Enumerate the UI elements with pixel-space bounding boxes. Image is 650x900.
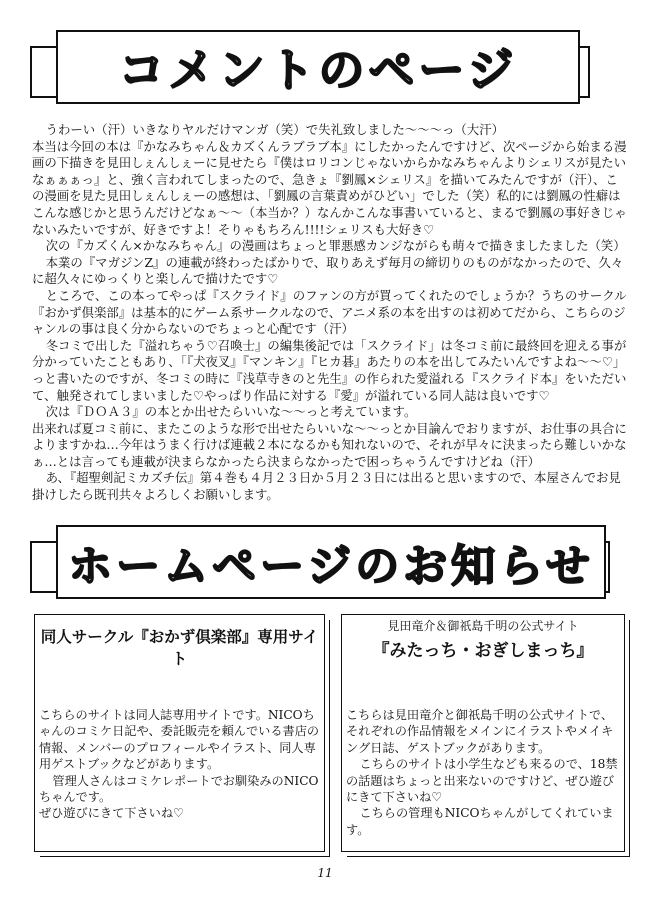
circle-site-description [39, 707, 320, 822]
page-number: 11 [317, 866, 333, 880]
paragraph: 管理人さんはコミケレポートでお馴染みのNICOちゃんです。 [39, 773, 319, 805]
header-banner-homepage [30, 525, 615, 605]
paragraph: こちらは見田竜介と御祇島千明の公式サイトで、それぞれの作品情報をメインにイラストやメイキング日誌、ゲストブックがあります。 [346, 708, 614, 755]
paragraph: こちらのサイトは同人誌専用サイトです。NICOちゃんのコミケ日記や、委託販売を頼んでいる書店の情報、メンバーのプロフィールやイラスト、同人専用ゲストブックなどがあります。 [39, 708, 320, 772]
banner-title: ホームページのお知らせ [56, 525, 606, 599]
paragraph: あ、『超聖剣記ミカズチ伝』第４巻も４月２３日か５月２３日には出ると思いますので、本屋さんでお見掛けしたら既刊共々よろしくお願いします。 [32, 470, 621, 503]
paragraph: うわーい（汗）いきなりヤルだけマンガ（笑）で失礼致しました〜〜〜っ（大汗） [45, 122, 504, 137]
comment-text [32, 122, 630, 504]
paragraph: こちらのサイトは小学生なども来るので、18禁の話題はちょっと出来ないのですけど、ぜひ遊びにきて下さいね♡ [346, 757, 618, 805]
paragraph: 次は『ＤＯＡ３』の本とか出せたらいいな〜〜っと考えています。 [45, 404, 417, 420]
paragraph: 次の『カズくん×かなみちゃん』の漫画はちょっと罪悪感カンジながらも萌々で描きましたました（笑） [45, 238, 626, 254]
paragraph: 本業の『マガジンZ』の連載が終わったばかりで、取りあえず毎月の締切りのものがなかったので、久々に超久々にゆっくりと楽しんで描けたです♡ [32, 254, 624, 287]
circle-site-box [34, 614, 325, 852]
paragraph: こちらの管理もNICOちゃんがしてくれています。 [346, 806, 614, 837]
paragraph: 冬コミで出した『溢れちゃう♡召喚士』の編集後記では「スクライド」は冬コミ前に最終回を迎える事が分かっていたこともあり、「『犬夜叉』『マンキン』『ヒカ碁』あたりの本を出してみたいんですよね〜〜♡」っと書いたのですが、冬コミの時に『浅草寺きのと先生』の作られた愛溢れる『スクライド本』をいただいて、触発されてしまいました♡やっぱり作品に対する『愛』が溢れている同人誌は良いです♡ [32, 337, 627, 403]
official-site-subtitle: 見田竜介＆御祇島千明の公式サイト [387, 619, 579, 633]
paragraph: ところで、この本ってやっぱ『スクライド』のファンの方が買ってくれたのでしょうか？うちのサークル『おかず倶楽部』は基本的にゲーム系サークルなので、アニメ系の本を出すのは初めてだから、こちらのジャンルの事は良く分からないのでちょっと心配です（汗） [32, 287, 627, 337]
header-banner-comments [30, 30, 600, 110]
official-site-description [346, 707, 620, 838]
official-site-title: 『みたっち・おぎしまっち』 [372, 641, 594, 661]
circle-site-title: 同人サークル『おかず倶楽部』専用サイト [40, 628, 319, 668]
official-site-box [341, 614, 625, 852]
paragraph: 本当は今回の本は『かなみちゃん＆カズくんラブラブ本』にしたかったんですけど、次ページから始まる漫画の下描きを見田しぇんしぇーに見せたら『僕はロリコンじゃないからかなみちゃんよりシェリスが見たいなぁぁぁっ』と、強く言われてしまったので、急きょ『劉鳳×シェリス』を描いてみたんですが（汗）、この漫画を見た見田しぇんしぇーの感想は、「劉鳳の言葉責めがひどい」でした（笑）私的には劉鳳の性癖はこんな感じかと思うんだけどなぁ〜〜（本当か？）なんかこんな事書いていると、まるで劉鳳の事好きじゃないみたいですが、好きですよ！そりゃもちろん!!!!シェリスも大好き♡ [32, 138, 627, 237]
paragraph: ぜひ遊びにきて下さいね♡ [39, 806, 184, 821]
banner-title: コメントのページ [56, 30, 580, 104]
paragraph: 出来れば夏コミ前に、またこのような形で出せたらいいな〜〜っとか目論んでおりますが、お仕事の具合によりますかね…今年はうまく行けば連載２本になるかも知れないので、それが早々に決まったら難しいかなぁ…とは言っても連載が決まらなかったら決まらなかったで困っちゃうんですけどね（汗） [32, 420, 627, 469]
